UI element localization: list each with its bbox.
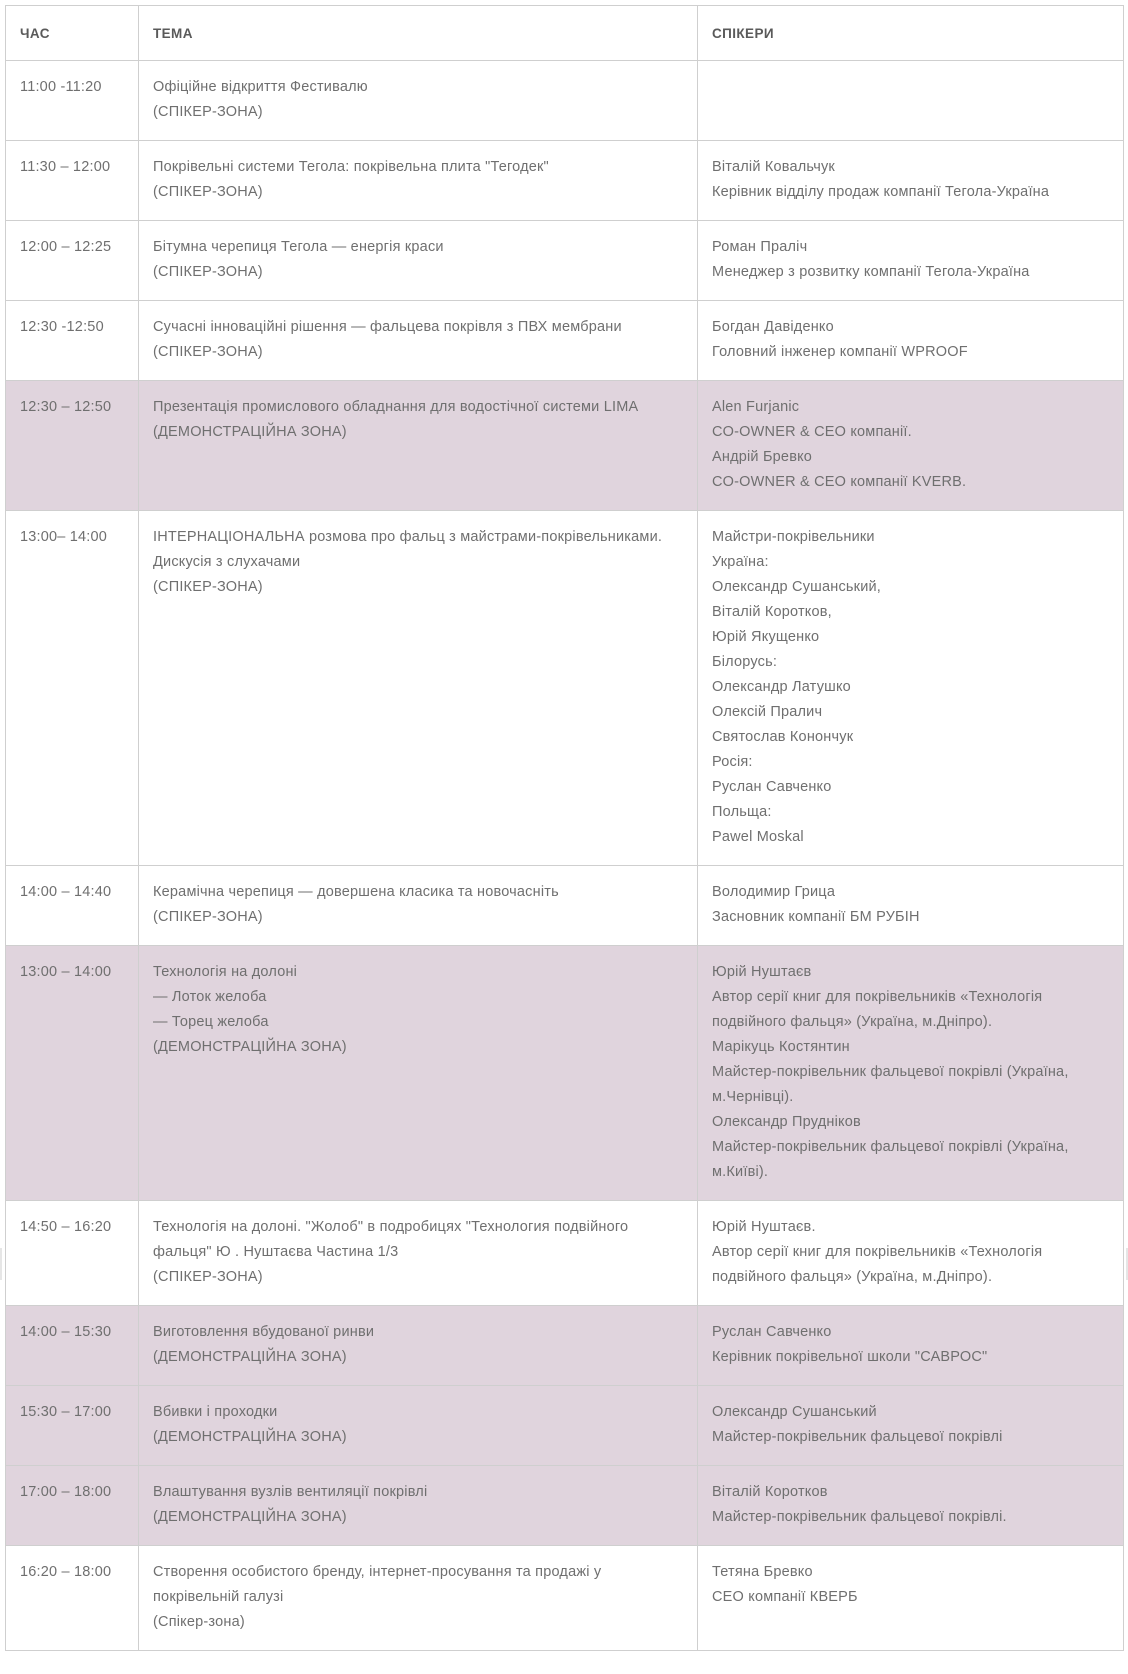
speaker-line: Україна: — [712, 554, 769, 570]
topic-line: (ДЕМОНСТРАЦІЙНА ЗОНА) — [153, 424, 347, 440]
topic-line: фальця" Ю . Нуштаєва Частина 1/3 — [153, 1244, 399, 1260]
speaker-line: м.Чернівці). — [712, 1089, 794, 1105]
time-text: 13:00 – 14:00 — [20, 964, 112, 980]
speaker-line: CEO компанії КВЕРБ — [712, 1589, 858, 1605]
speakers-cell — [698, 946, 1124, 1201]
time-text: 17:00 – 18:00 — [20, 1484, 112, 1500]
speakers-cell — [698, 221, 1124, 301]
schedule-row — [6, 221, 1124, 301]
speaker-line: Головний інженер компанії WPROOF — [712, 344, 968, 360]
schedule-row — [6, 141, 1124, 221]
speaker-line: Юрій Нуштаєв — [712, 964, 812, 980]
speaker-line: подвійного фальця» (Україна, м.Дніпро). — [712, 1269, 993, 1285]
speaker-line: Олександр Латушко — [712, 679, 851, 695]
header-time: ЧАС — [6, 6, 139, 61]
speakers-cell — [698, 301, 1124, 381]
speaker-line: Майстер-покрівельник фальцевої покрівлі. — [712, 1509, 1007, 1525]
schedule-header — [6, 6, 1124, 61]
schedule-table-wrapper — [5, 5, 1123, 1651]
topic-line: Влаштування вузлів вентиляції покрівлі — [153, 1484, 428, 1500]
topic-line: Керамічна черепиця — довершена класика та новочасніть — [153, 884, 559, 900]
topic-line: (ДЕМОНСТРАЦІЙНА ЗОНА) — [153, 1429, 347, 1445]
speaker-line: Майстри-покрівельники — [712, 529, 875, 545]
schedule-row — [6, 946, 1124, 1201]
time-cell — [6, 141, 139, 221]
topic-cell — [139, 381, 698, 511]
topic-line: Технологія на долоні — [153, 964, 298, 980]
topic-line: Дискусія з слухачами — [153, 554, 301, 570]
schedule-table — [5, 5, 1124, 1651]
speaker-line: Святослав Конончук — [712, 729, 854, 745]
time-cell — [6, 946, 139, 1201]
schedule-row — [6, 61, 1124, 141]
topic-line: Презентація промислового обладнання для водостічної системи LIMA — [153, 399, 639, 415]
time-cell — [6, 866, 139, 946]
time-cell — [6, 1306, 139, 1386]
topic-line: Офіційне відкриття Фестивалю — [153, 79, 368, 95]
speaker-line: м.Київі). — [712, 1164, 769, 1180]
topic-line: (ДЕМОНСТРАЦІЙНА ЗОНА) — [153, 1039, 347, 1055]
time-text: 11:00 -11:20 — [20, 79, 102, 95]
header-topic: ТЕМА — [139, 6, 698, 61]
speaker-line: Олександр Сушанський, — [712, 579, 882, 595]
topic-line: Сучасні інноваційні рішення — фальцева покрівля з ПВХ мембрани — [153, 319, 622, 335]
topic-line: (СПІКЕР-ЗОНА) — [153, 344, 263, 360]
speaker-line: Роман Праліч — [712, 239, 808, 255]
speakers-cell — [698, 866, 1124, 946]
time-text: 16:20 – 18:00 — [20, 1564, 112, 1580]
topic-cell — [139, 141, 698, 221]
time-text: 13:00– 14:00 — [20, 529, 108, 545]
speaker-line: Білорусь: — [712, 654, 778, 670]
speaker-line: Олексій Пралич — [712, 704, 823, 720]
schedule-row — [6, 1546, 1124, 1651]
speaker-line: Майстер-покрівельник фальцевої покрівлі (Україна, — [712, 1139, 1069, 1155]
speaker-line: Автор серії книг для покрівельників «Технологія — [712, 989, 1043, 1005]
speakers-cell — [698, 511, 1124, 866]
schedule-row — [6, 1306, 1124, 1386]
time-text: 14:50 – 16:20 — [20, 1219, 112, 1235]
topic-cell — [139, 1201, 698, 1306]
speakers-cell — [698, 1306, 1124, 1386]
topic-line: — Лоток желоба — [153, 989, 267, 1005]
speaker-line: Володимир Грица — [712, 884, 836, 900]
topic-cell — [139, 1306, 698, 1386]
schedule-row — [6, 301, 1124, 381]
left-edge-marker — [0, 1248, 2, 1280]
speaker-line: Віталій Ковальчук — [712, 159, 835, 175]
speaker-line: Марікуць Костянтин — [712, 1039, 850, 1055]
speaker-line: Автор серії книг для покрівельників «Технологія — [712, 1244, 1043, 1260]
time-cell — [6, 511, 139, 866]
time-text: 14:00 – 15:30 — [20, 1324, 112, 1340]
topic-cell — [139, 221, 698, 301]
speaker-line: CO-OWNER & CEO компанії. — [712, 424, 912, 440]
topic-line: — Торец желоба — [153, 1014, 269, 1030]
speaker-line: Віталій Коротков — [712, 1484, 828, 1500]
speaker-line: Тетяна Бревко — [712, 1564, 813, 1580]
speakers-cell — [698, 141, 1124, 221]
time-cell — [6, 301, 139, 381]
topic-line: (ДЕМОНСТРАЦІЙНА ЗОНА) — [153, 1349, 347, 1365]
speakers-cell — [698, 1201, 1124, 1306]
topic-line: (СПІКЕР-ЗОНА) — [153, 184, 263, 200]
speaker-line: Менеджер з розвитку компанії Тегола-Україна — [712, 264, 1030, 280]
schedule-row — [6, 1466, 1124, 1546]
topic-cell — [139, 301, 698, 381]
topic-line: (СПІКЕР-ЗОНА) — [153, 909, 263, 925]
topic-line: Створення особистого бренду, інтернет-просування та продажі у — [153, 1564, 602, 1580]
speaker-line: Майстер-покрівельник фальцевої покрівлі — [712, 1429, 1003, 1445]
speaker-line: Андрій Бревко — [712, 449, 813, 465]
speaker-line: CO-OWNER & CEO компанії KVERB. — [712, 474, 967, 490]
speaker-line: Руслан Савченко — [712, 779, 832, 795]
speaker-line: Юрій Нуштаєв. — [712, 1219, 816, 1235]
topic-line: покрівельній галузі — [153, 1589, 284, 1605]
speaker-line: Керівник покрівельної школи "САВРОС" — [712, 1349, 988, 1365]
speaker-line: Польща: — [712, 804, 772, 820]
schedule-body — [6, 61, 1124, 1651]
speaker-line: подвійного фальця» (Україна, м.Дніпро). — [712, 1014, 993, 1030]
time-text: 11:30 – 12:00 — [20, 159, 111, 175]
topic-line: (ДЕМОНСТРАЦІЙНА ЗОНА) — [153, 1509, 347, 1525]
time-cell — [6, 1201, 139, 1306]
time-text: 15:30 – 17:00 — [20, 1404, 112, 1420]
header-speakers: СПІКЕРИ — [698, 6, 1124, 61]
schedule-row — [6, 381, 1124, 511]
speakers-cell — [698, 381, 1124, 511]
topic-line: Покрівельні системи Тегола: покрівельна плита "Тегодек" — [153, 159, 549, 175]
topic-line: Вбивки і проходки — [153, 1404, 278, 1420]
time-cell — [6, 381, 139, 511]
speakers-cell — [698, 1466, 1124, 1546]
topic-cell — [139, 61, 698, 141]
schedule-row — [6, 511, 1124, 866]
topic-cell — [139, 511, 698, 866]
speakers-cell — [698, 1546, 1124, 1651]
topic-line: Бітумна черепиця Тегола — енергія краси — [153, 239, 444, 255]
time-text: 12:00 – 12:25 — [20, 239, 112, 255]
topic-line: (СПІКЕР-ЗОНА) — [153, 264, 263, 280]
topic-cell — [139, 1386, 698, 1466]
speaker-line: Руслан Савченко — [712, 1324, 832, 1340]
speaker-line: Богдан Давіденко — [712, 319, 834, 335]
topic-cell — [139, 1546, 698, 1651]
time-cell — [6, 61, 139, 141]
topic-line: (Спікер-зона) — [153, 1614, 245, 1630]
speaker-line: Майстер-покрівельник фальцевої покрівлі (Україна, — [712, 1064, 1069, 1080]
topic-line: Технологія на долоні. "Жолоб" в подробицях "Технология подвійного — [153, 1219, 629, 1235]
time-cell — [6, 221, 139, 301]
speaker-line: Юрій Якущенко — [712, 629, 820, 645]
topic-cell — [139, 866, 698, 946]
speaker-line: Олександр Прудніков — [712, 1114, 861, 1130]
speaker-line: Керівник відділу продаж компанії Тегола-Україна — [712, 184, 1050, 200]
speakers-cell — [698, 1386, 1124, 1466]
speaker-line: Alen Furjanic — [712, 399, 800, 415]
speaker-line: Росія: — [712, 754, 753, 770]
schedule-row — [6, 1201, 1124, 1306]
time-text: 14:00 – 14:40 — [20, 884, 112, 900]
time-cell — [6, 1546, 139, 1651]
speakers-cell — [698, 61, 1124, 141]
speaker-line: Олександр Сушанський — [712, 1404, 877, 1420]
topic-cell — [139, 1466, 698, 1546]
speaker-line: Засновник компанії БМ РУБІН — [712, 909, 920, 925]
time-cell — [6, 1466, 139, 1546]
schedule-row — [6, 866, 1124, 946]
time-cell — [6, 1386, 139, 1466]
schedule-row — [6, 1386, 1124, 1466]
topic-line: ІНТЕРНАЦІОНАЛЬНА розмова про фальц з майстрами-покрівельниками. — [153, 529, 663, 545]
time-text: 12:30 – 12:50 — [20, 399, 112, 415]
speaker-line: Pawel Moskal — [712, 829, 804, 845]
topic-line: (СПІКЕР-ЗОНА) — [153, 104, 263, 120]
header-row — [6, 6, 1124, 61]
time-text: 12:30 -12:50 — [20, 319, 104, 335]
speaker-line: Віталій Коротков, — [712, 604, 832, 620]
topic-line: Виготовлення вбудованої ринви — [153, 1324, 375, 1340]
topic-line: (СПІКЕР-ЗОНА) — [153, 1269, 263, 1285]
topic-line: (СПІКЕР-ЗОНА) — [153, 579, 263, 595]
topic-cell — [139, 946, 698, 1201]
